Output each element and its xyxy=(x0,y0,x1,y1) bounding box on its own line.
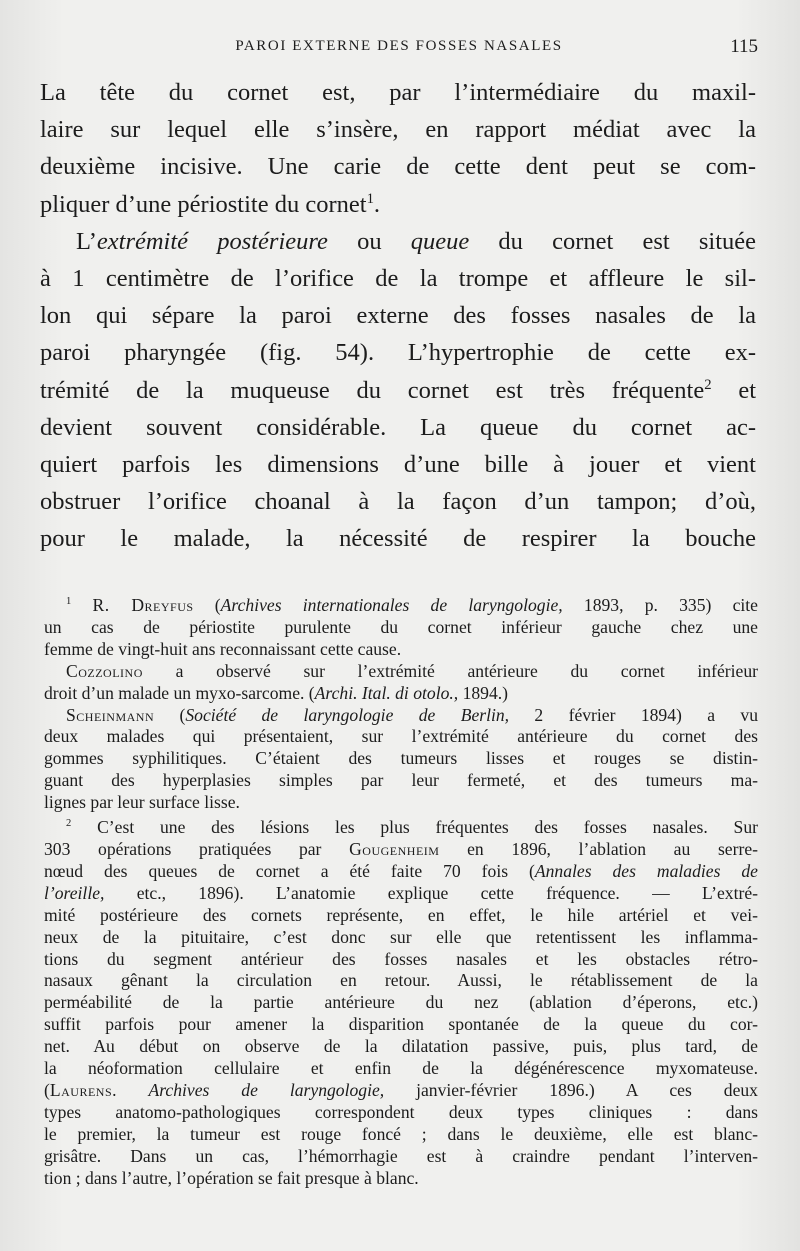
footnote-line: tions du segment antérieur des fosses nasales et les obstacles rétro- xyxy=(44,948,758,969)
footnote-line: le premier, la tumeur est rouge foncé ; dans le deuxième, elle est blanc- xyxy=(44,1123,758,1144)
text-line: à 1 centimètre de l’orifice de la trompe et affleure le sil- xyxy=(40,265,756,293)
footnote-line: gommes syphilitiques. C’étaient des tumeurs lisses et rouges se distin- xyxy=(44,748,758,769)
footnote-line: nasaux gênant la circulation en retour. Aussi, le rétablissement de la xyxy=(44,970,758,991)
text-line: La tête du cornet est, par l’intermédiaire du maxil- xyxy=(40,79,756,106)
footnote-ref: 2 xyxy=(704,376,712,393)
footnote-line: suffit parfois pour amener la disparition spontanée de la queue du cor- xyxy=(44,1014,758,1035)
footnote-line: la néoformation cellulaire et enfin de la dégénérescence myxomateuse. xyxy=(44,1058,758,1079)
running-title: PAROI EXTERNE DES FOSSES NASALES xyxy=(235,38,563,54)
footnote-line: lignes par leur surface lisse. xyxy=(44,792,240,813)
footnote-line: nœud des queues de cornet a été faite 70 fois (Annales des maladies de xyxy=(44,860,758,881)
footnote-line: deux malades qui présentaient, sur l’extrémité antérieure du cornet des xyxy=(44,726,758,747)
footnote-line: droit d’un malade un myxo-sarcome. (Archi. Ital. di otolo., 1894.) xyxy=(44,682,509,703)
main-text xyxy=(40,74,756,558)
page-header xyxy=(40,36,758,60)
footnote-line: perméabilité de la partie antérieure du nez (ablation d’éperons, etc.) xyxy=(44,992,758,1013)
text-line: deuxième incisive. Une carie de cette dent peut se com- xyxy=(40,153,756,181)
text-line: quiert parfois les dimensions d’une bille à jouer et vient xyxy=(40,451,756,479)
footnote-marker: 1 xyxy=(66,596,72,608)
italic-term: queue xyxy=(410,227,470,255)
footnote-line: $^1$ R. Dreyfus (Archives internationales de laryngologie, 1893, p. 335) cite xyxy=(66,595,758,615)
text-line: L’extrémité postérieure ou queue du cornet est située xyxy=(76,227,756,255)
text-line: lon qui sépare la paroi externe des fosses nasales de la xyxy=(40,302,756,330)
footnote-line: net. Au début on observe de la dilatation passive, puis, plus tard, de xyxy=(44,1036,758,1057)
footnote-line: guant des hyperplasies simples par leur fermeté, et des tumeurs ma- xyxy=(44,770,758,791)
footnote-line: femme de vingt-huit ans reconnaissant cette cause. xyxy=(44,638,402,659)
author-name: Scheinmann xyxy=(66,704,155,725)
footnote-line: neux de la pituitaire, c’est donc sur elle que retentissent les inflamma- xyxy=(44,926,758,947)
footnote-line: mité postérieure des cornets représente, en effet, le hile artériel et vei- xyxy=(44,904,758,925)
footnote-separator xyxy=(40,572,756,586)
footnote-line: types anatomo-pathologiques correspondent deux types cliniques : dans xyxy=(44,1101,758,1122)
footnote-line: 303 opérations pratiquées par Gougenheim en 1896, l’ablation au serre- xyxy=(44,838,758,859)
author-name: Cozzolino xyxy=(66,660,143,681)
text-line: laire sur lequel elle s’insère, en rapport médiat avec la xyxy=(40,116,756,144)
footnote-line: grisâtre. Dans un cas, l’hémorrhagie est à craindre pendant l’interven- xyxy=(44,1145,758,1166)
page-number: 115 xyxy=(730,36,758,57)
author-name: Laurens xyxy=(49,1079,113,1100)
footnote-marker: 2 xyxy=(66,818,72,830)
text-line: trémité de la muqueuse du cornet est très fréquente$^2$ et xyxy=(40,376,756,404)
text-line: devient souvent considérable. La queue du cornet ac- xyxy=(40,413,756,441)
footnote-line: Cozzolino a observé sur l’extrémité antérieure du cornet inférieur xyxy=(66,660,758,681)
footnote-line: Scheinmann (Société de laryngologie de Berlin, 2 février 1894) a vu xyxy=(66,704,758,725)
footnote-line: l’oreille, etc., 1896). L’anatomie explique cette fréquence. — L’extré- xyxy=(44,882,758,903)
footnote-line: tion ; dans l’autre, l’opération se fait presque à blanc. xyxy=(44,1167,419,1188)
footnote-line: (Laurens. Archives de laryngologie, janvier-février 1896.) A ces deux xyxy=(44,1079,758,1100)
author-name: Gougenheim xyxy=(349,838,440,859)
italic-term: extrémité postérieure xyxy=(96,227,328,255)
text-line: obstruer l’orifice choanal à la façon d’un tampon; d’où, xyxy=(40,488,756,516)
text-line: paroi pharyngée (fig. 54). L’hypertrophie de cette ex- xyxy=(40,339,756,367)
footnotes xyxy=(44,595,758,1189)
text-line: pliquer d’une périostite du cornet$^1$. xyxy=(40,190,381,218)
text-line: pour le malade, la nécessité de respirer la bouche xyxy=(40,525,756,553)
footnote-line: un cas de périostite purulente du cornet inférieur gauche chez une xyxy=(44,616,758,637)
footnote-ref: 1 xyxy=(366,190,374,207)
author-name: R. Dreyfus xyxy=(92,595,194,615)
footnote-line: $^2$ C’est une des lésions les plus fréquentes des fosses nasales. Sur xyxy=(66,817,758,838)
